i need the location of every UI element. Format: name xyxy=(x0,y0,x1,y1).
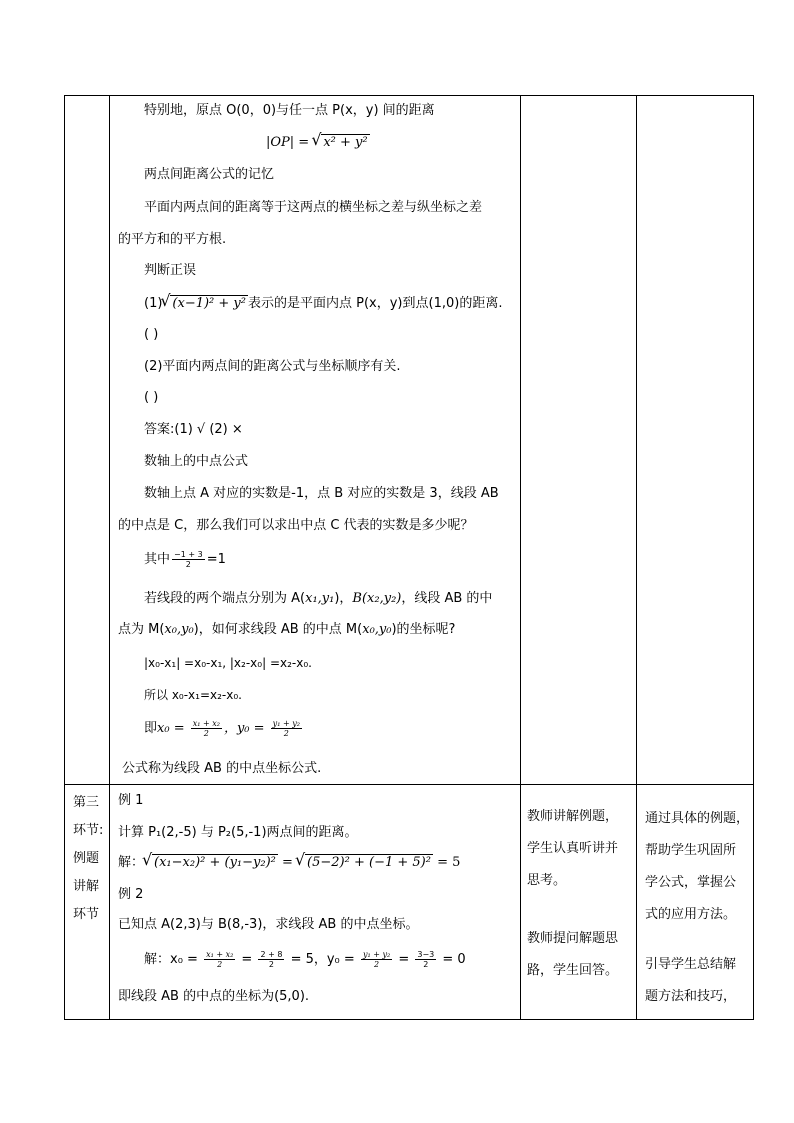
stage-label-cell xyxy=(64,785,109,1019)
intent-line-1: 通过具体的例题， xyxy=(645,811,750,826)
formula-name: 公式称为线段 AB 的中点坐标公式. xyxy=(122,761,322,776)
item1-radicand: (x−1)² + y² xyxy=(172,296,246,311)
intent-cell xyxy=(637,785,753,1019)
special-case-text: 特别地，原点 O(0，0)与任一点 P(x，y) 间的距离 xyxy=(144,103,435,118)
ji-prefix: 即 xyxy=(144,721,158,736)
ex2-eq2: = 5，y₀ = xyxy=(286,952,359,967)
ex2-f3-den: 2 xyxy=(374,960,380,969)
intent-line-6: 引导学生总结解 xyxy=(645,957,737,972)
ex1-rad1: (x₁−x₂)² + (y₁−y₂)² xyxy=(154,855,276,870)
seg1-b: x₁,y₁ xyxy=(305,591,335,606)
ex2-f4-num: 3−3 xyxy=(417,950,435,959)
activity-line-3: 思考。 xyxy=(527,873,567,888)
seg2-a: 点为 M( xyxy=(118,622,165,637)
axis-text-line1: 数轴上点 A 对应的实数是-1，点 B 对应的实数是 3，线段 AB xyxy=(144,486,499,501)
example-1-text: 计算 P₁(2,-5) 与 P₂(5,-1)两点间的距离。 xyxy=(118,825,358,840)
judge-item-1 xyxy=(144,294,502,314)
among-denominator: 2 xyxy=(185,560,191,569)
sqrt-symbol xyxy=(297,853,433,873)
table-right-border xyxy=(753,95,754,1020)
activity-line-2: 学生认真听讲并 xyxy=(527,841,619,856)
ex2-f2-den: 2 xyxy=(268,960,274,969)
midpoint-formula xyxy=(144,719,304,739)
stage-label-3: 例题 xyxy=(73,851,100,866)
formula-op-lhs: |OP| = xyxy=(266,135,314,150)
activity-line-1: 教师讲解例题， xyxy=(527,809,619,824)
segment-text-line2 xyxy=(118,620,455,640)
stage-label-1: 第三 xyxy=(73,795,100,810)
ex2-f1-den: 2 xyxy=(217,960,223,969)
ex2-frac2 xyxy=(258,950,284,969)
seg2-c: )，如何求线段 AB 的中点 M( xyxy=(193,622,363,637)
among-prefix: 其中 xyxy=(144,552,171,567)
ex1-sol-prefix: 解： xyxy=(118,855,145,870)
seg2-e: )的坐标呢? xyxy=(391,622,456,637)
judge-item-2: (2)平面内两点间的距离公式与坐标顺序有关. xyxy=(144,359,401,374)
ex1-rad2: (5−2)² + (−1 + 5)² xyxy=(307,855,431,870)
stage-label-4: 讲解 xyxy=(73,879,100,894)
ji-fraction-1 xyxy=(191,719,222,738)
lesson-table xyxy=(64,95,754,1020)
answer-text: 答案:(1) √ (2) × xyxy=(144,422,243,437)
seg2-b: x₀,y₀ xyxy=(164,622,194,637)
ji-den1: 2 xyxy=(203,729,209,738)
among-numerator: −1 + 3 xyxy=(174,550,203,559)
ex2-eq1: = xyxy=(237,952,257,967)
ex2-f3-num: y₁ + y₂ xyxy=(362,950,391,959)
sqrt-symbol xyxy=(144,853,278,873)
example-1-solution xyxy=(118,853,460,873)
seg2-d: x₀,y₀ xyxy=(362,622,392,637)
among-suffix: =1 xyxy=(206,552,226,567)
formula-op-radicand: x² + y² xyxy=(323,135,368,150)
ji-x0: x₀ = xyxy=(157,721,189,736)
example-2-text: 已知点 A(2,3)与 B(8,-3)，求线段 AB 的中点坐标。 xyxy=(118,917,419,932)
ji-num2: y₁ + y₂ xyxy=(272,719,300,728)
memory-text-line1: 平面内两点间的距离等于这两点的横坐标之差与纵坐标之差 xyxy=(144,200,483,215)
example-2-conclusion: 即线段 AB 的中点的坐标为(5,0). xyxy=(118,989,310,1004)
answer-paren-1: ( ) xyxy=(144,327,159,342)
intent-line-7: 题方法和技巧， xyxy=(645,989,737,1004)
answer-paren-2: ( ) xyxy=(144,390,159,405)
examples-cell xyxy=(110,785,520,1019)
ex2-frac4 xyxy=(415,950,436,969)
item1-prefix: (1) xyxy=(144,296,163,311)
example-2-solution xyxy=(144,950,466,970)
stage-label-5: 环节 xyxy=(73,907,100,922)
ji-den2: 2 xyxy=(283,729,289,738)
among-fraction xyxy=(172,550,205,569)
upper-content-cell xyxy=(110,95,520,784)
sqrt-symbol xyxy=(313,133,369,153)
ex2-eq4: = 0 xyxy=(438,952,466,967)
ex1-result: = 5 xyxy=(432,855,461,870)
seg1-c: )， xyxy=(334,591,353,606)
ji-fraction-2 xyxy=(271,719,302,738)
intent-line-4: 式的应用方法。 xyxy=(645,907,737,922)
item1-suffix: 表示的是平面内点 P(x，y)到点(1,0)的距离. xyxy=(248,296,503,311)
axis-midpoint-title: 数轴上的中点公式 xyxy=(144,454,249,469)
judge-title: 判断正误 xyxy=(144,263,197,278)
ex2-frac1 xyxy=(204,950,235,969)
abs-value-line: |x₀-x₁| =x₀-x₁, |x₂-x₀| =x₂-x₀. xyxy=(144,656,312,670)
ex2-eq3: = xyxy=(394,952,414,967)
ex1-eq: = xyxy=(277,855,298,870)
ex2-f4-den: 2 xyxy=(423,960,429,969)
formula-op xyxy=(266,133,370,153)
intent-line-3: 学公式，掌握公 xyxy=(645,875,737,890)
stage-label-2: 环节: xyxy=(73,823,104,838)
so-line: 所以 x₀-x₁=x₂-x₀. xyxy=(144,688,242,702)
example-1-title: 例 1 xyxy=(118,793,144,808)
memory-text-line2: 的平方和的平方根. xyxy=(118,232,227,247)
intent-line-2: 帮助学生巩固所 xyxy=(645,843,737,858)
ji-num1: x₁ + x₂ xyxy=(192,719,220,728)
activity-cell xyxy=(521,785,636,1019)
ex2-f2-num: 2 + 8 xyxy=(260,950,283,959)
ex2-prefix: 解：x₀ = xyxy=(144,952,203,967)
sqrt-symbol xyxy=(162,294,248,314)
seg1-d: B(x₂,y₂) xyxy=(352,591,402,606)
example-2-title: 例 2 xyxy=(118,887,144,902)
activity-line-6: 路，学生回答。 xyxy=(527,963,619,978)
among-formula xyxy=(144,550,226,570)
ex2-frac3 xyxy=(361,950,392,969)
table-bottom-border xyxy=(64,1019,754,1020)
segment-text-line1 xyxy=(144,589,492,609)
seg1-a: 若线段的两个端点分别为 A( xyxy=(144,591,306,606)
ex2-f1-num: x₁ + x₂ xyxy=(206,950,234,959)
memory-title: 两点间距离公式的记忆 xyxy=(144,167,275,182)
seg1-e: ，线段 AB 的中 xyxy=(401,591,493,606)
axis-text-line2: 的中点是 C，那么我们可以求出中点 C 代表的实数是多少呢？ xyxy=(118,518,474,533)
ji-y0: ，y₀ = xyxy=(223,721,269,736)
activity-line-5: 教师提问解题思 xyxy=(527,931,619,946)
